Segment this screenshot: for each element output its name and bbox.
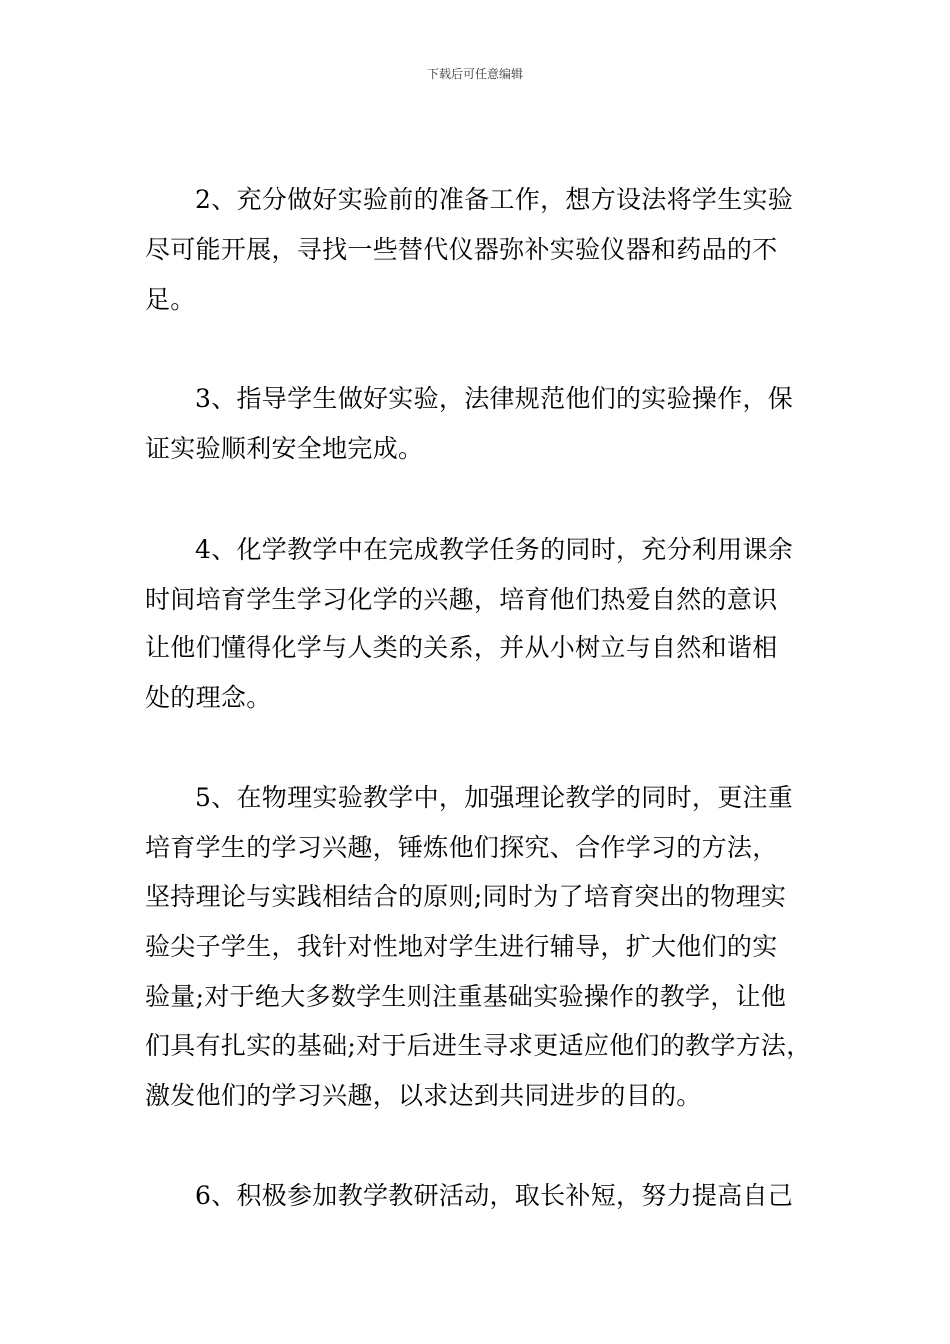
paragraph-4-line-2: 时间培育学生学习化学的兴趣，培育他们热爱自然的意识 [145,585,778,614]
paragraph-2-line-2: 尽可能开展，寻找一些替代仪器弥补实验仪器和药品的不 [145,235,778,264]
paragraph-5-line-4: 验尖子学生，我针对性地对学生进行辅导，扩大他们的实 [145,932,778,961]
paragraph-6-line-1: 6、积极参加教学教研活动，取长补短，努力提高自己 [195,1181,794,1210]
paragraph-5-line-3: 坚持理论与实践相结合的原则;同时为了培育突出的物理实 [145,882,787,911]
paragraph-4-line-3: 让他们懂得化学与人类的关系，并从小树立与自然和谐相 [145,633,778,662]
paragraph-3-line-1: 3、指导学生做好实验，法律规范他们的实验操作，保 [195,384,794,413]
page-header: 下载后可任意编辑 [426,67,523,81]
paragraph-5-line-7: 激发他们的学习兴趣，以求达到共同进步的目的。 [145,1081,702,1110]
paragraph-4-line-4: 处的理念。 [145,683,272,712]
paragraph-2-line-3: 足。 [145,285,196,314]
paragraph-5-line-5: 验量;对于绝大多数学生则注重基础实验操作的教学，让他 [145,982,787,1011]
paragraph-5-line-2: 培育学生的学习兴趣，锤炼他们探究、合作学习的方法， [145,833,778,862]
paragraph-2-line-1: 2、充分做好实验前的准备工作，想方设法将学生实验 [195,185,794,214]
paragraph-5-line-6: 们具有扎实的基础;对于后进生寻求更适应他们的教学方法， [145,1031,812,1060]
paragraph-4-line-1: 4、化学教学中在完成教学任务的同时，充分利用课余 [195,535,794,564]
paragraph-3-line-2: 证实验顺利安全地完成。 [145,434,424,463]
paragraph-5-line-1: 5、在物理实验教学中，加强理论教学的同时，更注重 [195,783,794,812]
